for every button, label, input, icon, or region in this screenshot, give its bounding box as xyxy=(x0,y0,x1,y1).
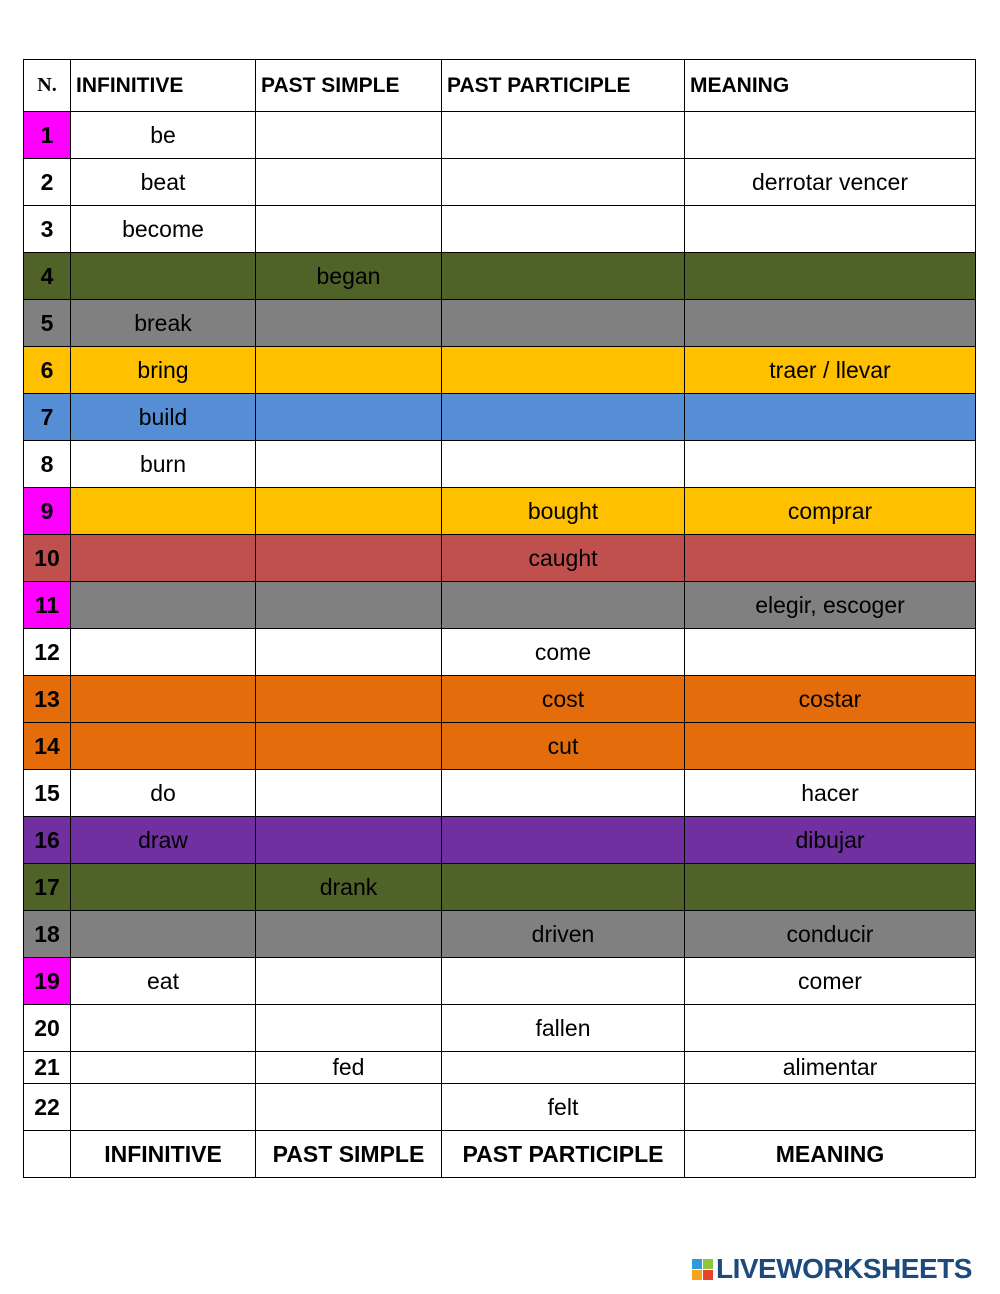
cell-meaning[interactable]: comer xyxy=(685,958,976,1005)
table-row xyxy=(24,112,976,159)
cell-past-participle[interactable]: caught xyxy=(442,535,685,582)
header-row xyxy=(24,60,976,112)
cell-infinitive[interactable]: break xyxy=(71,300,256,347)
cell-past-participle[interactable] xyxy=(442,347,685,394)
table-row xyxy=(24,770,976,817)
cell-meaning[interactable]: elegir, escoger xyxy=(685,582,976,629)
cell-infinitive[interactable]: be xyxy=(71,112,256,159)
cell-past-simple[interactable] xyxy=(256,770,442,817)
cell-past-simple[interactable] xyxy=(256,911,442,958)
cell-infinitive[interactable]: beat xyxy=(71,159,256,206)
cell-past-simple[interactable] xyxy=(256,1084,442,1131)
cell-meaning[interactable] xyxy=(685,629,976,676)
cell-meaning[interactable] xyxy=(685,112,976,159)
cell-past-simple[interactable]: drank xyxy=(256,864,442,911)
row-number: 3 xyxy=(24,206,71,253)
cell-meaning[interactable] xyxy=(685,253,976,300)
cell-infinitive[interactable]: burn xyxy=(71,441,256,488)
cell-past-participle[interactable] xyxy=(442,770,685,817)
row-number: 10 xyxy=(24,535,71,582)
cell-past-simple[interactable] xyxy=(256,535,442,582)
cell-meaning[interactable] xyxy=(685,864,976,911)
table-row xyxy=(24,394,976,441)
cell-past-simple[interactable] xyxy=(256,159,442,206)
cell-meaning[interactable]: comprar xyxy=(685,488,976,535)
table-row xyxy=(24,676,976,723)
header-number: N. xyxy=(24,60,71,112)
cell-past-participle[interactable]: come xyxy=(442,629,685,676)
footer-row xyxy=(24,1131,976,1178)
cell-meaning[interactable] xyxy=(685,1005,976,1052)
row-number: 11 xyxy=(24,582,71,629)
cell-infinitive[interactable]: do xyxy=(71,770,256,817)
cell-past-participle[interactable] xyxy=(442,300,685,347)
irregular-verbs-table xyxy=(23,59,976,1178)
table-row xyxy=(24,347,976,394)
cell-past-participle[interactable] xyxy=(442,159,685,206)
footer-meaning: MEANING xyxy=(685,1131,976,1178)
cell-meaning[interactable] xyxy=(685,535,976,582)
cell-past-simple[interactable] xyxy=(256,300,442,347)
cell-infinitive[interactable] xyxy=(71,629,256,676)
table-row xyxy=(24,253,976,300)
cell-past-participle[interactable]: driven xyxy=(442,911,685,958)
header-meaning: MEANING xyxy=(685,60,976,112)
cell-infinitive[interactable]: become xyxy=(71,206,256,253)
cell-infinitive[interactable] xyxy=(71,535,256,582)
row-number: 15 xyxy=(24,770,71,817)
cell-meaning[interactable]: hacer xyxy=(685,770,976,817)
cell-past-participle[interactable]: cut xyxy=(442,723,685,770)
header-past-participle: PAST PARTICIPLE xyxy=(442,60,685,112)
cell-past-simple[interactable] xyxy=(256,206,442,253)
table-row xyxy=(24,723,976,770)
footer-past-simple: PAST SIMPLE xyxy=(256,1131,442,1178)
cell-infinitive[interactable] xyxy=(71,864,256,911)
table-row xyxy=(24,441,976,488)
cell-meaning[interactable]: costar xyxy=(685,676,976,723)
cell-past-simple[interactable]: fed xyxy=(256,1052,442,1084)
row-number: 8 xyxy=(24,441,71,488)
row-number: 2 xyxy=(24,159,71,206)
cell-infinitive[interactable] xyxy=(71,911,256,958)
cell-past-simple[interactable] xyxy=(256,629,442,676)
row-number: 16 xyxy=(24,817,71,864)
cell-past-simple[interactable] xyxy=(256,112,442,159)
cell-past-simple[interactable] xyxy=(256,394,442,441)
cell-past-simple[interactable] xyxy=(256,347,442,394)
cell-meaning[interactable] xyxy=(685,300,976,347)
table-row xyxy=(24,1084,976,1131)
cell-past-simple[interactable] xyxy=(256,1005,442,1052)
cell-meaning[interactable] xyxy=(685,723,976,770)
row-number: 14 xyxy=(24,723,71,770)
footer-past-participle: PAST PARTICIPLE xyxy=(442,1131,685,1178)
cell-infinitive[interactable]: bring xyxy=(71,347,256,394)
cell-past-participle[interactable]: fallen xyxy=(442,1005,685,1052)
cell-meaning[interactable] xyxy=(685,394,976,441)
cell-meaning[interactable] xyxy=(685,206,976,253)
cell-meaning[interactable]: derrotar vencer xyxy=(685,159,976,206)
table-row xyxy=(24,159,976,206)
table-row xyxy=(24,1052,976,1084)
cell-past-participle[interactable] xyxy=(442,1052,685,1084)
table-row xyxy=(24,629,976,676)
liveworksheets-logo xyxy=(692,1254,972,1284)
cell-past-simple[interactable] xyxy=(256,958,442,1005)
cell-infinitive[interactable]: eat xyxy=(71,958,256,1005)
liveworksheets-logo-icon xyxy=(692,1259,713,1280)
row-number: 22 xyxy=(24,1084,71,1131)
cell-infinitive[interactable] xyxy=(71,676,256,723)
cell-infinitive[interactable]: build xyxy=(71,394,256,441)
cell-past-participle[interactable] xyxy=(442,817,685,864)
cell-past-participle[interactable] xyxy=(442,253,685,300)
cell-past-simple[interactable] xyxy=(256,676,442,723)
cell-past-participle[interactable]: felt xyxy=(442,1084,685,1131)
cell-past-participle[interactable]: bought xyxy=(442,488,685,535)
cell-past-simple[interactable] xyxy=(256,582,442,629)
row-number: 6 xyxy=(24,347,71,394)
cell-meaning[interactable]: alimentar xyxy=(685,1052,976,1084)
cell-infinitive[interactable] xyxy=(71,253,256,300)
cell-past-participle[interactable] xyxy=(442,206,685,253)
cell-infinitive[interactable] xyxy=(71,1084,256,1131)
row-number: 21 xyxy=(24,1052,71,1084)
row-number: 13 xyxy=(24,676,71,723)
row-number: 1 xyxy=(24,112,71,159)
table-row xyxy=(24,911,976,958)
cell-past-simple[interactable]: began xyxy=(256,253,442,300)
cell-past-simple[interactable] xyxy=(256,488,442,535)
row-number: 12 xyxy=(24,629,71,676)
cell-past-participle[interactable] xyxy=(442,582,685,629)
cell-infinitive[interactable]: draw xyxy=(71,817,256,864)
cell-meaning[interactable]: conducir xyxy=(685,911,976,958)
cell-infinitive[interactable] xyxy=(71,488,256,535)
cell-past-participle[interactable]: cost xyxy=(442,676,685,723)
row-number: 17 xyxy=(24,864,71,911)
row-number: 18 xyxy=(24,911,71,958)
footer-infinitive: INFINITIVE xyxy=(71,1131,256,1178)
cell-past-participle[interactable] xyxy=(442,958,685,1005)
cell-infinitive[interactable] xyxy=(71,1052,256,1084)
logo-text: LIVEWORKSHEETS xyxy=(716,1253,972,1284)
row-number: 19 xyxy=(24,958,71,1005)
row-number: 20 xyxy=(24,1005,71,1052)
table-row xyxy=(24,535,976,582)
header-infinitive: INFINITIVE xyxy=(71,60,256,112)
row-number: 4 xyxy=(24,253,71,300)
row-number: 7 xyxy=(24,394,71,441)
cell-meaning[interactable]: traer / llevar xyxy=(685,347,976,394)
cell-past-participle[interactable] xyxy=(442,441,685,488)
cell-past-simple[interactable] xyxy=(256,441,442,488)
footer-number xyxy=(24,1131,71,1178)
cell-meaning[interactable] xyxy=(685,441,976,488)
table-row xyxy=(24,582,976,629)
cell-infinitive[interactable] xyxy=(71,723,256,770)
table-row xyxy=(24,206,976,253)
table-row xyxy=(24,864,976,911)
table-row xyxy=(24,488,976,535)
cell-infinitive[interactable] xyxy=(71,1005,256,1052)
table-row xyxy=(24,300,976,347)
header-past-simple: PAST SIMPLE xyxy=(256,60,442,112)
cell-infinitive[interactable] xyxy=(71,582,256,629)
cell-meaning[interactable]: dibujar xyxy=(685,817,976,864)
row-number: 5 xyxy=(24,300,71,347)
cell-past-simple[interactable] xyxy=(256,723,442,770)
cell-meaning[interactable] xyxy=(685,1084,976,1131)
row-number: 9 xyxy=(24,488,71,535)
cell-past-simple[interactable] xyxy=(256,817,442,864)
table-row xyxy=(24,958,976,1005)
cell-past-participle[interactable] xyxy=(442,112,685,159)
table-row xyxy=(24,817,976,864)
table-row xyxy=(24,1005,976,1052)
cell-past-participle[interactable] xyxy=(442,394,685,441)
cell-past-participle[interactable] xyxy=(442,864,685,911)
